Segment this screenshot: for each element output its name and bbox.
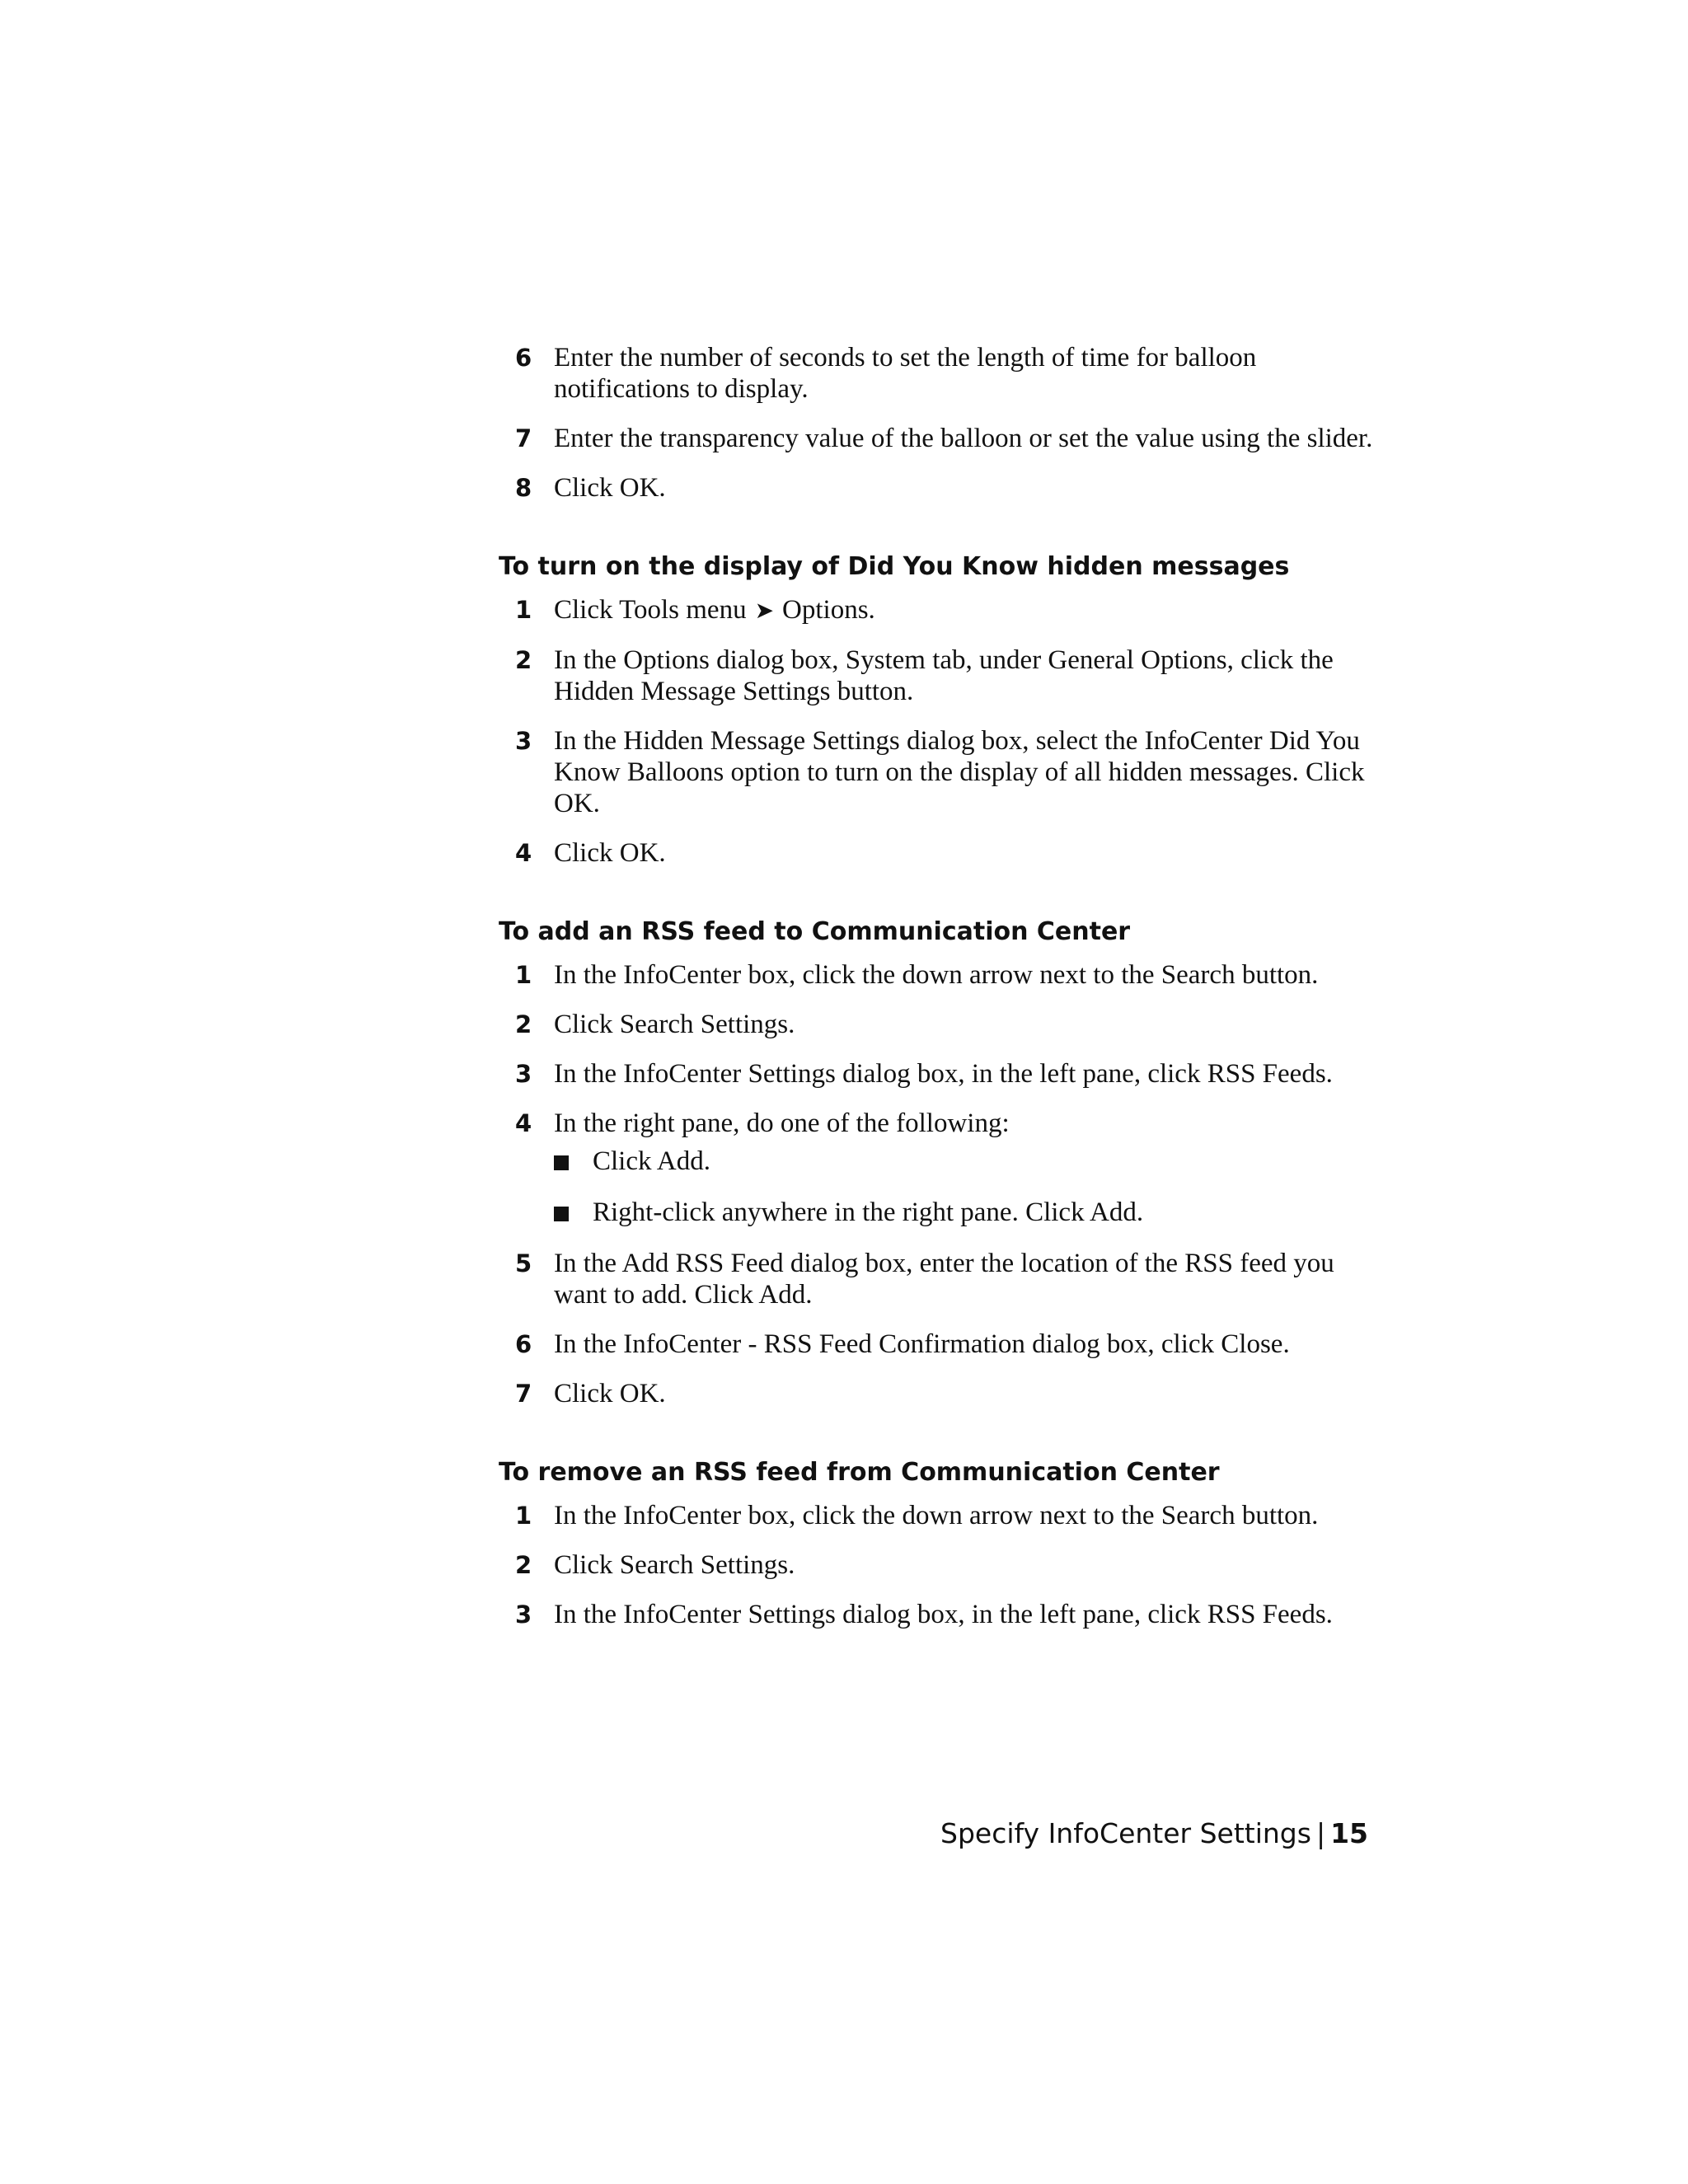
step-text: Options. [782, 595, 875, 625]
list-item [499, 1058, 1389, 1090]
step-text: Click Search Settings. [554, 1550, 795, 1580]
list-item [499, 1009, 1389, 1040]
list-item [499, 423, 1389, 454]
square-bullet-icon [554, 1155, 569, 1170]
step-text: In the Add RSS Feed dialog box, enter the location of the RSS feed you want to add. Click Add. [554, 1249, 1334, 1310]
list-item [499, 959, 1389, 991]
step-number: 5 [515, 1249, 532, 1277]
step-number: 8 [515, 474, 532, 502]
list-item [499, 1378, 1389, 1409]
step-number: 7 [515, 1380, 532, 1408]
step-number: 3 [515, 1601, 532, 1629]
section-heading-hidden-messages: To turn on the display of Did You Know hidden messages [499, 552, 1290, 581]
list-item [499, 1500, 1389, 1531]
step-text: In the InfoCenter - RSS Feed Confirmation dialog box, click Close. [554, 1329, 1290, 1359]
step-number: 1 [515, 1502, 532, 1530]
step-number: 2 [515, 1010, 532, 1038]
list-item [499, 472, 1389, 504]
footer-separator: | [1315, 1817, 1326, 1849]
page-content [499, 342, 1389, 1648]
step-text: Enter the transparency value of the balloon or set the value using the slider. [554, 424, 1373, 453]
bullet-list [554, 1146, 1389, 1228]
step-number: 7 [515, 424, 532, 452]
bullet-item [554, 1146, 1389, 1177]
list-item [499, 1329, 1389, 1360]
step-text: In the InfoCenter box, click the down arrow next to the Search button. [554, 960, 1319, 990]
list-item [499, 1248, 1389, 1310]
step-number: 6 [515, 344, 532, 372]
square-bullet-icon [554, 1207, 569, 1221]
step-text: Click Search Settings. [554, 1010, 795, 1039]
step-text: In the InfoCenter box, click the down arrow next to the Search button. [554, 1501, 1319, 1530]
step-number: 4 [515, 839, 532, 867]
step-number: 4 [515, 1109, 532, 1137]
bullet-text: Click Add. [593, 1146, 711, 1176]
step-number: 3 [515, 1060, 532, 1088]
step-text: In the InfoCenter Settings dialog box, in the left pane, click RSS Feeds. [554, 1059, 1333, 1089]
step-number: 2 [515, 646, 532, 674]
step-text: Click Tools menu [554, 595, 747, 625]
menu-arrow-icon: ➤ [754, 597, 775, 624]
step-number: 3 [515, 727, 532, 755]
page-number: 15 [1330, 1817, 1368, 1849]
step-text: Enter the number of seconds to set the length of time for balloon notifications to display. [554, 343, 1257, 404]
list-item [499, 342, 1389, 405]
list-item [499, 1108, 1389, 1228]
step-number: 6 [515, 1330, 532, 1358]
list-item [499, 725, 1389, 819]
list-item [499, 1549, 1389, 1581]
list-item [499, 644, 1389, 707]
page-footer [907, 1817, 1368, 1850]
step-number: 2 [515, 1551, 532, 1579]
section-heading-add-rss: To add an RSS feed to Communication Center [499, 917, 1131, 946]
step-text: In the Hidden Message Settings dialog box, select the InfoCenter Did You Know Balloons option to turn on the display of all hidden messages. Click OK. [554, 726, 1365, 818]
footer-title: Specify InfoCenter Settings [940, 1817, 1311, 1849]
step-text: In the Options dialog box, System tab, under General Options, click the Hidden Message Settings button. [554, 645, 1334, 706]
section-heading-remove-rss: To remove an RSS feed from Communication Center [499, 1458, 1220, 1487]
bullet-text: Right-click anywhere in the right pane. Click Add. [593, 1197, 1144, 1227]
list-item [499, 594, 1389, 626]
step-text: In the InfoCenter Settings dialog box, in the left pane, click RSS Feeds. [554, 1600, 1333, 1629]
list-item [499, 837, 1389, 869]
step-text: In the right pane, do one of the following: [554, 1108, 1010, 1138]
step-text: Click OK. [554, 838, 666, 868]
step-text: Click OK. [554, 1379, 666, 1408]
step-number: 1 [515, 596, 532, 624]
list-item [499, 1599, 1389, 1630]
bullet-item [554, 1197, 1389, 1228]
step-text: Click OK. [554, 473, 666, 503]
step-number: 1 [515, 961, 532, 989]
